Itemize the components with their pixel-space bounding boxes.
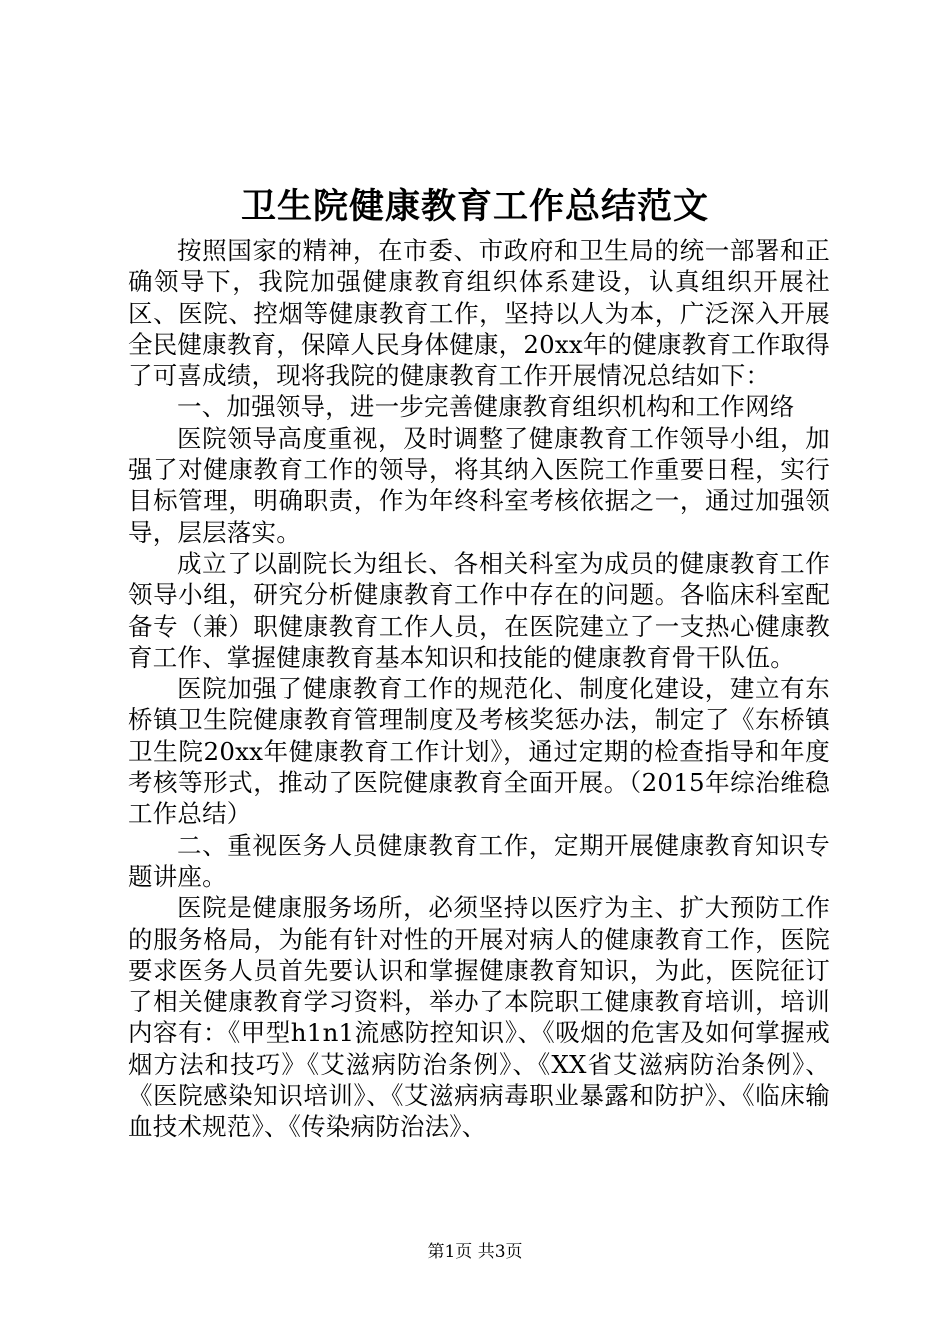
document-body [128,235,830,1143]
paragraph-intro: 按照国家的精神，在市委、市政府和卫生局的统一部署和正确领导下，我院加强健康教育组织体系建设，认真组织开展社区、医院、控烟等健康教育工作，坚持以人为本，广泛深入开展全民健康教育，保障人民身体健康，20xx年的健康教育工作取得了可喜成绩，现将我院的健康教育工作开展情况总结如下： [128,236,830,391]
section-heading-1: 一、加强领导，进一步完善健康教育组织机构和工作网络 [177,392,795,422]
section-heading-2: 二、重视医务人员健康教育工作，定期开展健康教育知识专题讲座。 [128,830,830,891]
paragraph-leadership: 医院领导高度重视，及时调整了健康教育工作领导小组，加强了对健康教育工作的领导，将其纳入医院工作重要日程，实行目标管理，明确职责，作为年终科室考核依据之一，通过加强领导，层层落实。 [128,423,830,547]
page-number-footer: 第1页 共3页 [427,1242,523,1262]
paragraph-team: 成立了以副院长为组长、各相关科室为成员的健康教育工作领导小组，研究分析健康教育工作中存在的问题。各临床科室配备专（兼）职健康教育工作人员，在医院建立了一支热心健康教育工作、掌握健康教育基本知识和技能的健康教育骨干队伍。 [128,548,830,672]
paragraph-training: 医院是健康服务场所，必须坚持以医疗为主、扩大预防工作的服务格局，为能有针对性的开展对病人的健康教育工作，医院要求医务人员首先要认识和掌握健康教育知识，为此，医院征订了相关健康教育学习资料，举办了本院职工健康教育培训，培训内容有：《甲型h1n1流感防控知识》、《吸烟的危害及如何掌握戒烟方法和技巧》《艾滋病防治条例》、《XX省艾滋病防治条例》、《医院感染知识培训》、《艾滋病病毒职业暴露和防护》、《临床输血技术规范》、《传染病防治法》、 [128,893,830,1142]
paragraph-standardization: 医院加强了健康教育工作的规范化、制度化建设，建立有东桥镇卫生院健康教育管理制度及考核奖惩办法，制定了《东桥镇卫生院20xx年健康教育工作计划》，通过定期的检查指导和年度考核等形式，推动了医院健康教育全面开展。（2015年综治维稳工作总结） [128,674,830,829]
document-title: 卫生院健康教育工作总结范文 [240,186,709,227]
